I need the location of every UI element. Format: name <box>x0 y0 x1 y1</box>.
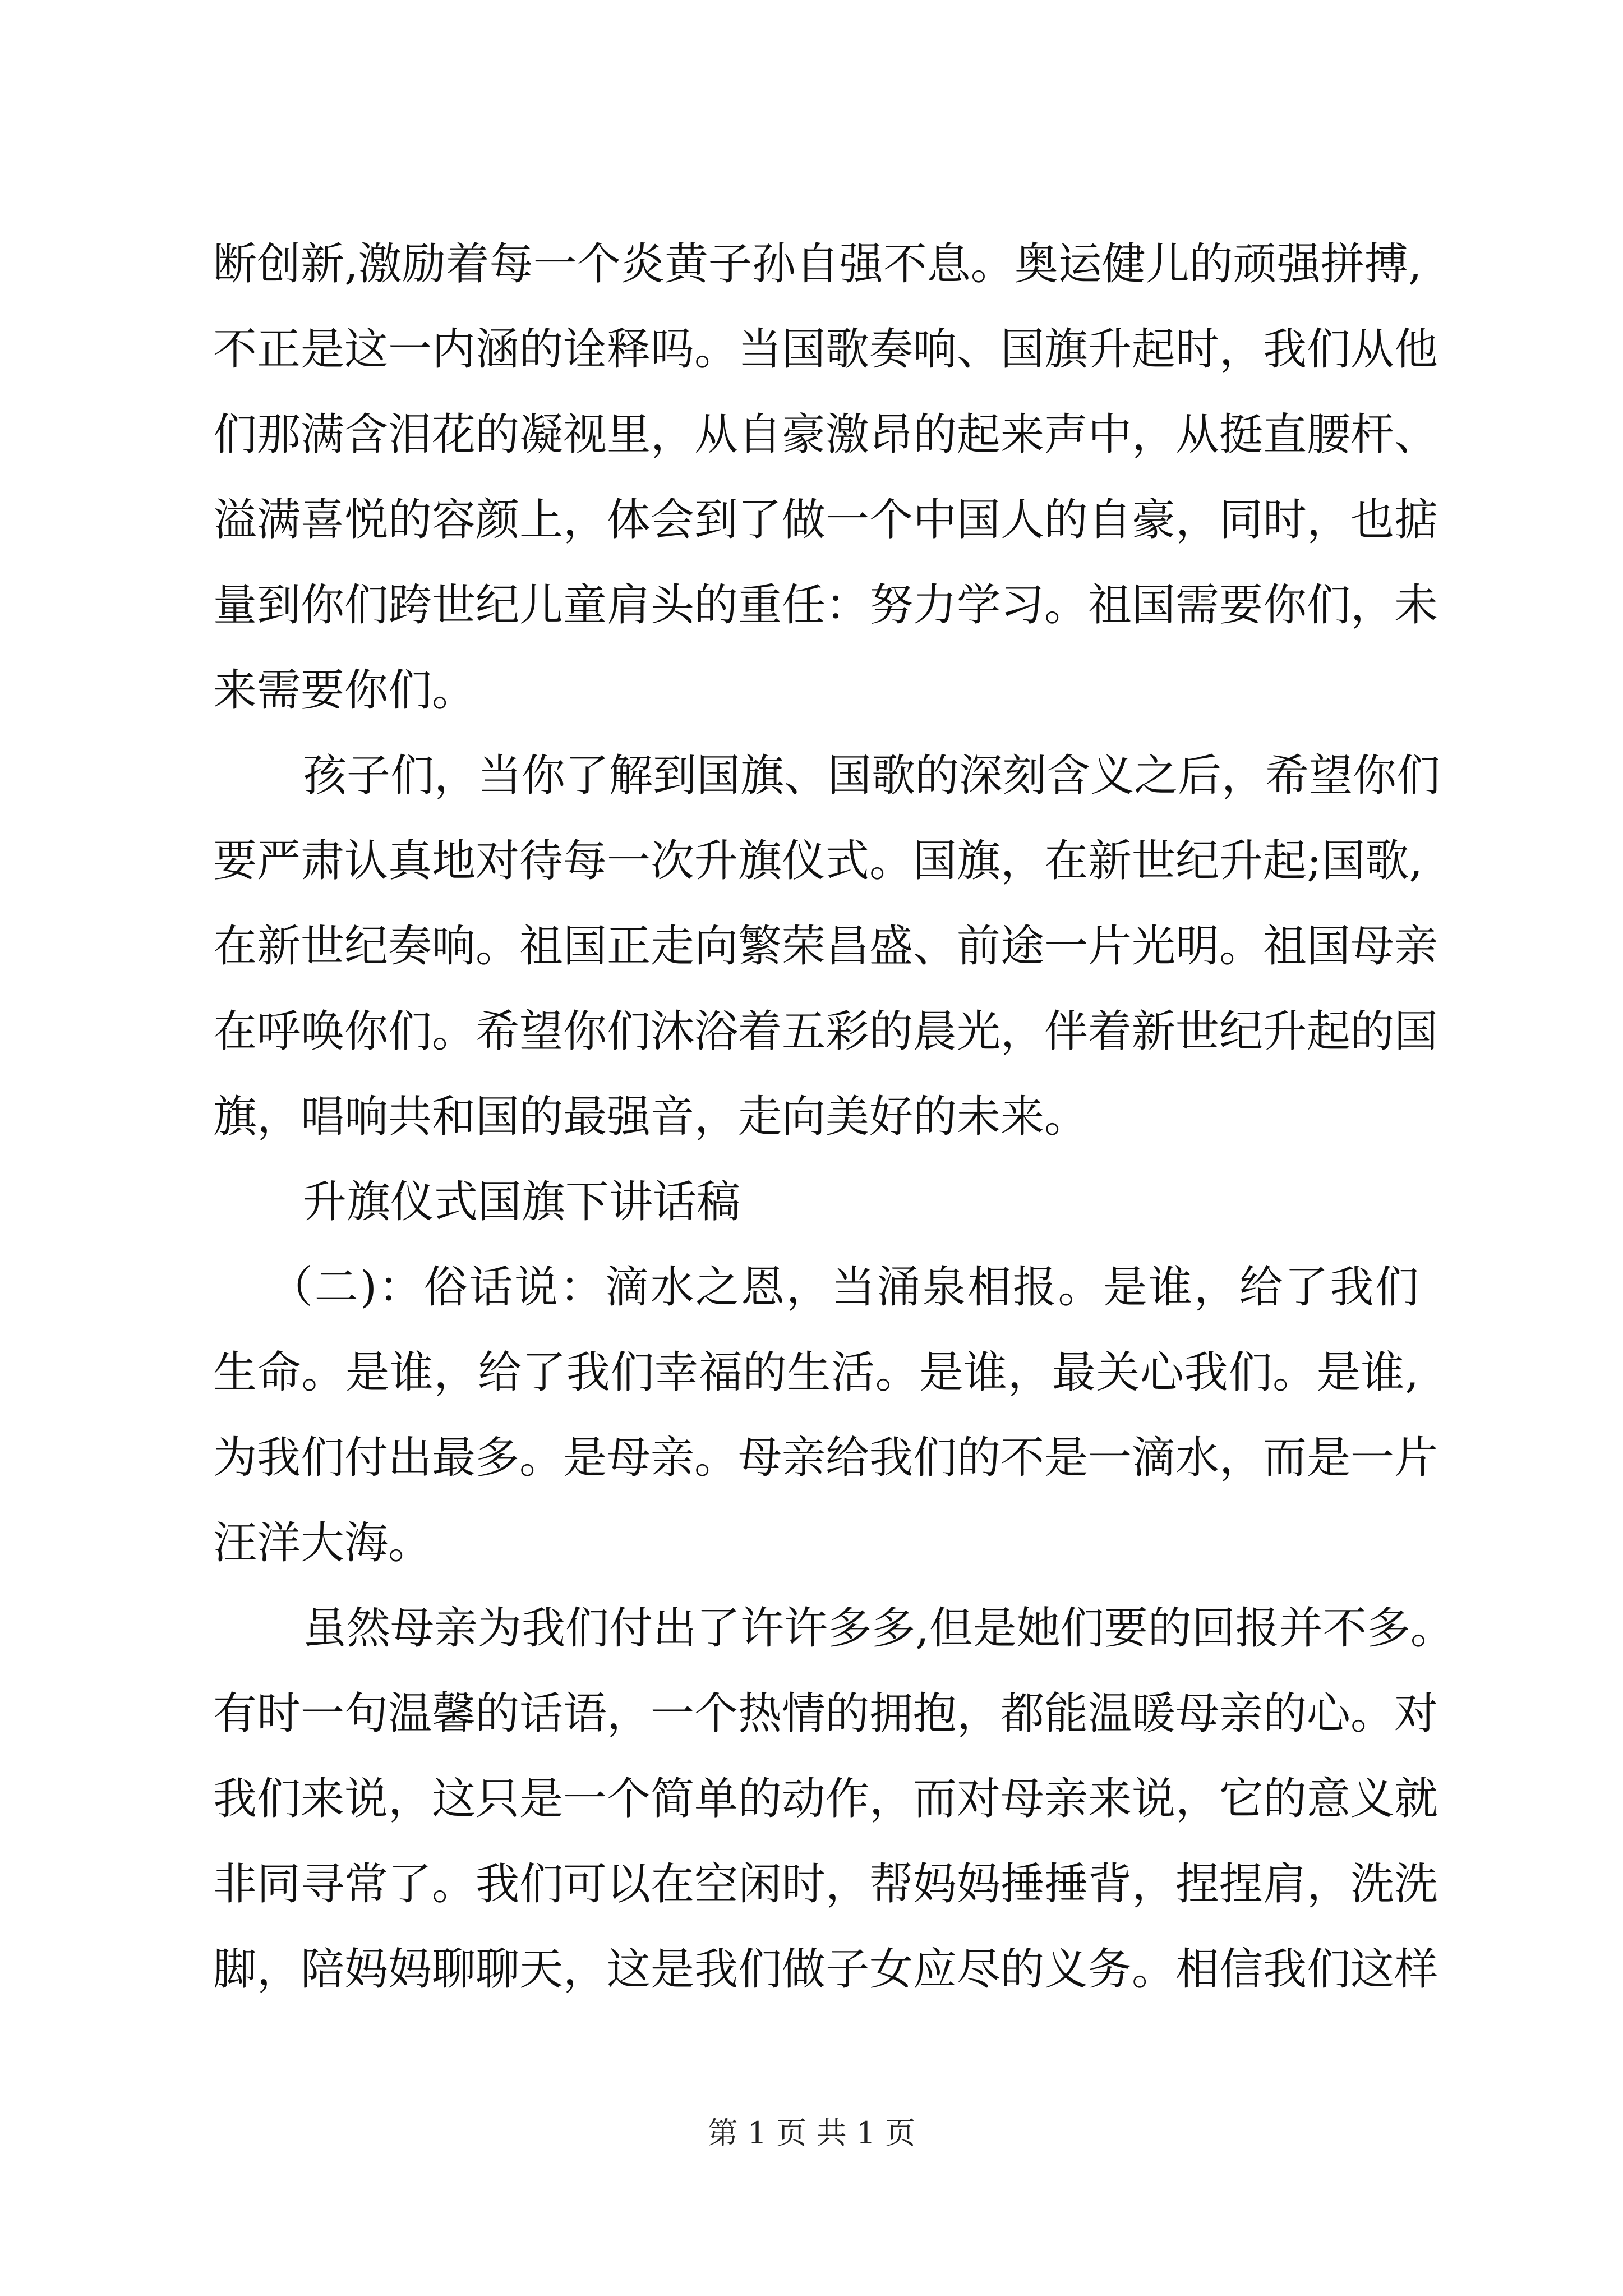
paragraph-4 <box>213 1586 1454 2012</box>
text-line: 断创新,激励着每一个炎黄子孙自强不息。奥运健儿的顽强拼搏, <box>213 239 1422 289</box>
text-line: 来需要你们。 <box>213 665 476 716</box>
text-line: 我们来说，这只是一个简单的动作，而对母亲来说，它的意义就 <box>213 1774 1438 1824</box>
paragraph-2 <box>213 733 1441 1159</box>
text-line: 非同寻常了。我们可以在空闲时，帮妈妈捶捶背，捏捏肩，洗洗 <box>213 1859 1438 1910</box>
text-line: 脚，陪妈妈聊聊天，这是我们做子女应尽的义务。相信我们这样 <box>213 1944 1438 1995</box>
section-heading <box>213 1159 1419 1245</box>
text-line: 生命。是谁，给了我们幸福的生活。是谁，最关心我们。是谁, <box>213 1347 1419 1398</box>
text-line: 要严肃认真地对待每一次升旗仪式。国旗，在新世纪升起;国歌, <box>213 836 1423 886</box>
text-line: 们那满含泪花的凝视里，从自豪激昂的起来声中，从挺直腰杆、 <box>213 409 1438 460</box>
text-line: 溢满喜悦的容颜上，体会到了做一个中国人的自豪，同时，也掂 <box>213 495 1438 545</box>
text-line: 为我们付出最多。是母亲。母亲给我们的不是一滴水，而是一片 <box>213 1433 1438 1483</box>
document-body <box>213 222 1454 2012</box>
text-line: 量到你们跨世纪儿童肩头的重任：努力学习。祖国需要你们，未 <box>213 580 1438 631</box>
text-line: 虽然母亲为我们付出了许许多多,但是她们要的回报并不多。 <box>303 1603 1454 1654</box>
heading-text: 升旗仪式国旗下讲话稿 <box>303 1177 741 1227</box>
text-line: 孩子们，当你了解到国旗、国歌的深刻含义之后，希望你们 <box>303 751 1441 801</box>
text-line: 旗，唱响共和国的最强音，走向美好的未来。 <box>213 1092 1089 1142</box>
page-footer <box>0 2109 1623 2152</box>
text-line: 有时一句温馨的话语，一个热情的拥抱，都能温暖母亲的心。对 <box>213 1688 1438 1739</box>
text-line: （二)：俗话说：滴水之恩，当涌泉相报。是谁，给了我们 <box>269 1262 1419 1313</box>
page-number-label: 第 1 页 共 1 页 <box>707 2115 916 2151</box>
text-line: 汪洋大海。 <box>213 1518 432 1568</box>
text-line: 在呼唤你们。希望你们沐浴着五彩的晨光，伴着新世纪升起的国 <box>213 1006 1438 1057</box>
text-line: 在新世纪奏响。祖国正走向繁荣昌盛、前途一片光明。祖国母亲 <box>213 921 1438 972</box>
text-line: 不正是这一内涵的诠释吗。当国歌奏响、国旗升起时，我们从他 <box>213 324 1438 375</box>
paragraph-1 <box>213 222 1438 733</box>
paragraph-3 <box>213 1245 1438 1586</box>
